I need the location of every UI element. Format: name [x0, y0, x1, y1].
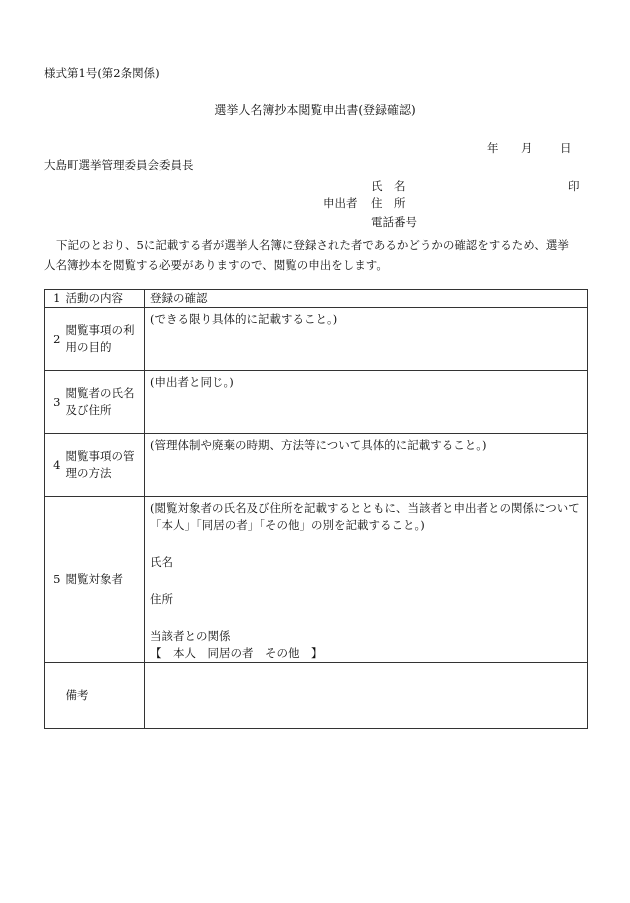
row-number: 1 — [45, 290, 66, 308]
table-row-activity — [45, 290, 588, 308]
activity-content: 登録の確認 — [145, 290, 588, 308]
purpose-note: (できる限り具体的に記載すること。) — [150, 312, 338, 326]
row-label: 閲覧対象者 — [66, 497, 145, 663]
date-day-label: 日 — [560, 141, 572, 155]
table-row-subject — [45, 497, 588, 663]
row-number — [45, 663, 66, 729]
remarks-field[interactable] — [145, 663, 588, 729]
date-year-label: 年 — [487, 141, 499, 155]
subject-field[interactable] — [145, 497, 588, 663]
application-table — [44, 289, 588, 729]
applicant-name-label: 氏 名 — [371, 179, 406, 193]
row-label: 備考 — [66, 663, 145, 729]
applicant-address-label: 住 所 — [371, 196, 406, 210]
request-statement-line2: 人名簿抄本を閲覧する必要がありますので、閲覧の申出をします。 — [44, 258, 388, 272]
table-row-viewer — [45, 371, 588, 434]
row-number: 2 — [45, 308, 66, 371]
table-row-purpose — [45, 308, 588, 371]
row-label: 閲覧者の氏名及び住所 — [66, 371, 145, 434]
relation-options[interactable]: 【 本人 同居の者 その他 】 — [150, 646, 323, 660]
applicant-phone-label: 電話番号 — [371, 215, 417, 229]
date-month-label: 月 — [521, 141, 533, 155]
request-statement — [44, 235, 589, 275]
table-row-remarks — [45, 663, 588, 729]
subject-address-field[interactable]: 住所 — [150, 592, 173, 606]
subject-name-field[interactable]: 氏名 — [150, 555, 173, 569]
row-number: 4 — [45, 434, 66, 497]
viewer-field[interactable] — [145, 371, 588, 434]
row-number: 3 — [45, 371, 66, 434]
viewer-note: (申出者と同じ。) — [150, 375, 234, 389]
row-label: 閲覧事項の利用の目的 — [66, 308, 145, 371]
management-field[interactable] — [145, 434, 588, 497]
document-title: 選挙人名簿抄本閲覧申出書(登録確認) — [214, 103, 416, 117]
purpose-field[interactable] — [145, 308, 588, 371]
addressee: 大島町選挙管理委員会委員長 — [44, 158, 194, 172]
management-note: (管理体制や廃棄の時期、方法等について具体的に記載すること。) — [150, 438, 487, 452]
form-number: 様式第1号(第2条関係) — [44, 66, 160, 80]
request-statement-line1: 下記のとおり、5に記載する者が選挙人名簿に登録された者であるかどうかの確認をするため、選挙 — [56, 238, 569, 252]
row-label: 活動の内容 — [66, 290, 145, 308]
relation-label: 当該者との関係 — [150, 629, 231, 643]
row-label: 閲覧事項の管理の方法 — [66, 434, 145, 497]
row-number: 5 — [45, 497, 66, 663]
applicant-label: 申出者 — [323, 196, 358, 210]
subject-note-line2: 「本人」「同居の者」「その他」の別を記載すること。) — [150, 518, 425, 532]
table-row-management — [45, 434, 588, 497]
subject-note-line1: (閲覧対象者の氏名及び住所を記載するとともに、当該者と申出者との関係について — [150, 501, 580, 515]
seal-mark: 印 — [568, 179, 580, 193]
